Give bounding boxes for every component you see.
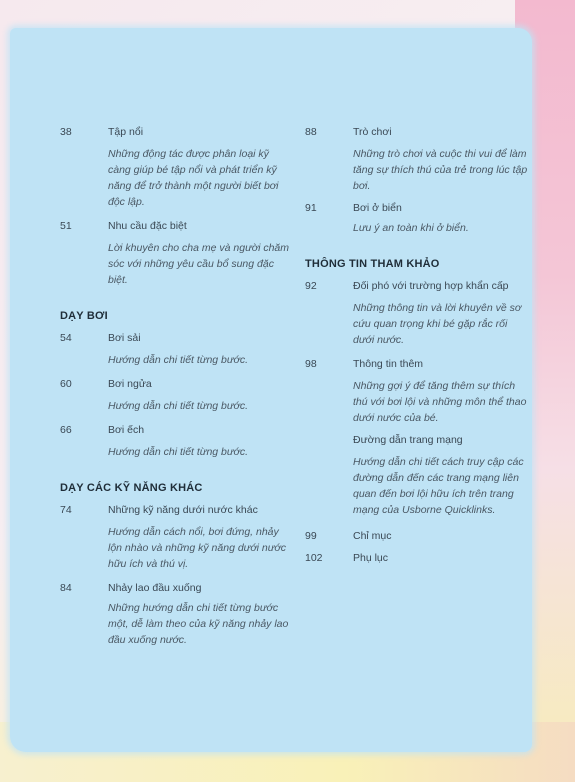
entry-title: Chỉ mục <box>353 530 392 542</box>
toc-entry[interactable] <box>60 580 290 648</box>
page-number: 51 <box>60 220 72 232</box>
entry-description: Lưu ý an toàn khi ở biển. <box>353 222 469 234</box>
entry-description: Những hướng dẫn chi tiết từng bước một, dễ làm theo của kỹ năng nhảy lao đầu xuống nước. <box>108 602 289 646</box>
toc-entry[interactable] <box>305 550 530 566</box>
entry-title: Phụ lục <box>353 552 389 564</box>
entry-description: Những động tác được phân loại kỹ càng giúp bé tập nổi và phát triển kỹ năng để trở thành một người biết bơi độc lập. <box>108 148 279 208</box>
toc-left-column <box>60 124 290 652</box>
entry-title: Nhu cầu đặc biệt <box>108 220 187 232</box>
entry-description: Lời khuyên cho cha mẹ và người chăm sóc với những yêu cầu bổ sung đặc biệt. <box>108 242 290 286</box>
toc-entry[interactable] <box>60 218 290 288</box>
entry-title: Bơi ếch <box>108 424 145 436</box>
toc-entry[interactable] <box>60 502 290 572</box>
entry-description: Hướng dẫn cách nổi, bơi đứng, nhảy lộn nhào và những kỹ năng dưới nước hữu ích và thú vị. <box>108 526 287 570</box>
toc-entry[interactable] <box>60 124 290 210</box>
page-number: 102 <box>305 552 323 564</box>
entry-title: Thông tin thêm <box>353 358 424 370</box>
entry-title: Nhảy lao đầu xuống <box>108 582 202 594</box>
page-number: 74 <box>60 504 72 516</box>
page-number: 84 <box>60 582 72 594</box>
entry-description: Những trò chơi và cuộc thi vui để làm tăng sự thích thú của trẻ trong lúc tập bơi. <box>353 148 528 192</box>
page-number: 38 <box>60 126 72 138</box>
page-number: 99 <box>305 530 317 542</box>
toc-entry[interactable] <box>305 356 530 518</box>
toc-entry[interactable] <box>305 200 530 236</box>
toc-entry[interactable] <box>60 422 290 460</box>
section-heading-swim: DẠY BƠI <box>60 310 108 322</box>
entry-title: Đối phó với trường hợp khẩn cấp <box>353 280 509 292</box>
page-number: 54 <box>60 332 72 344</box>
page-number: 98 <box>305 358 317 370</box>
entry-description: Hướng dẫn chi tiết từng bước. <box>108 446 249 458</box>
entry-title: Trò chơi <box>353 126 392 138</box>
web-links-description: Hướng dẫn chi tiết cách truy cập các đường dẫn đến các trang mạng liên quan đến bơi lội hữu ích trên trang mạng của Usborne Quicklinks. <box>353 456 524 516</box>
toc-right-column <box>305 124 530 570</box>
toc-entry[interactable] <box>305 124 530 194</box>
page-number: 91 <box>305 202 317 214</box>
section-heading-skills: DẠY CÁC KỸ NĂNG KHÁC <box>60 482 203 494</box>
page-number: 60 <box>60 378 72 390</box>
entry-title: Bơi ở biển <box>353 202 402 214</box>
page-number: 92 <box>305 280 317 292</box>
entry-description: Hướng dẫn chi tiết từng bước. <box>108 354 249 366</box>
entry-title: Tập nổi <box>108 126 144 138</box>
page-number: 66 <box>60 424 72 436</box>
toc-entry[interactable] <box>305 528 530 544</box>
page-number: 88 <box>305 126 317 138</box>
entry-description: Những thông tin và lời khuyên về sơ cứu quan trọng khi bé gặp rắc rối dưới nước. <box>353 302 522 346</box>
entry-title: Những kỹ năng dưới nước khác <box>108 504 258 516</box>
web-links-title: Đường dẫn trang mạng <box>353 434 463 446</box>
toc-entry[interactable] <box>60 330 290 368</box>
entry-description: Những gợi ý để tăng thêm sự thích thú với bơi lội và những môn thể thao dưới nước của bé. <box>353 380 527 424</box>
toc-entry[interactable] <box>60 376 290 414</box>
entry-title: Bơi ngửa <box>108 378 152 390</box>
entry-description: Hướng dẫn chi tiết từng bước. <box>108 400 249 412</box>
toc-entry[interactable] <box>305 278 530 348</box>
section-heading-reference: THÔNG TIN THAM KHẢO <box>305 258 440 270</box>
entry-title: Bơi sải <box>108 332 141 344</box>
